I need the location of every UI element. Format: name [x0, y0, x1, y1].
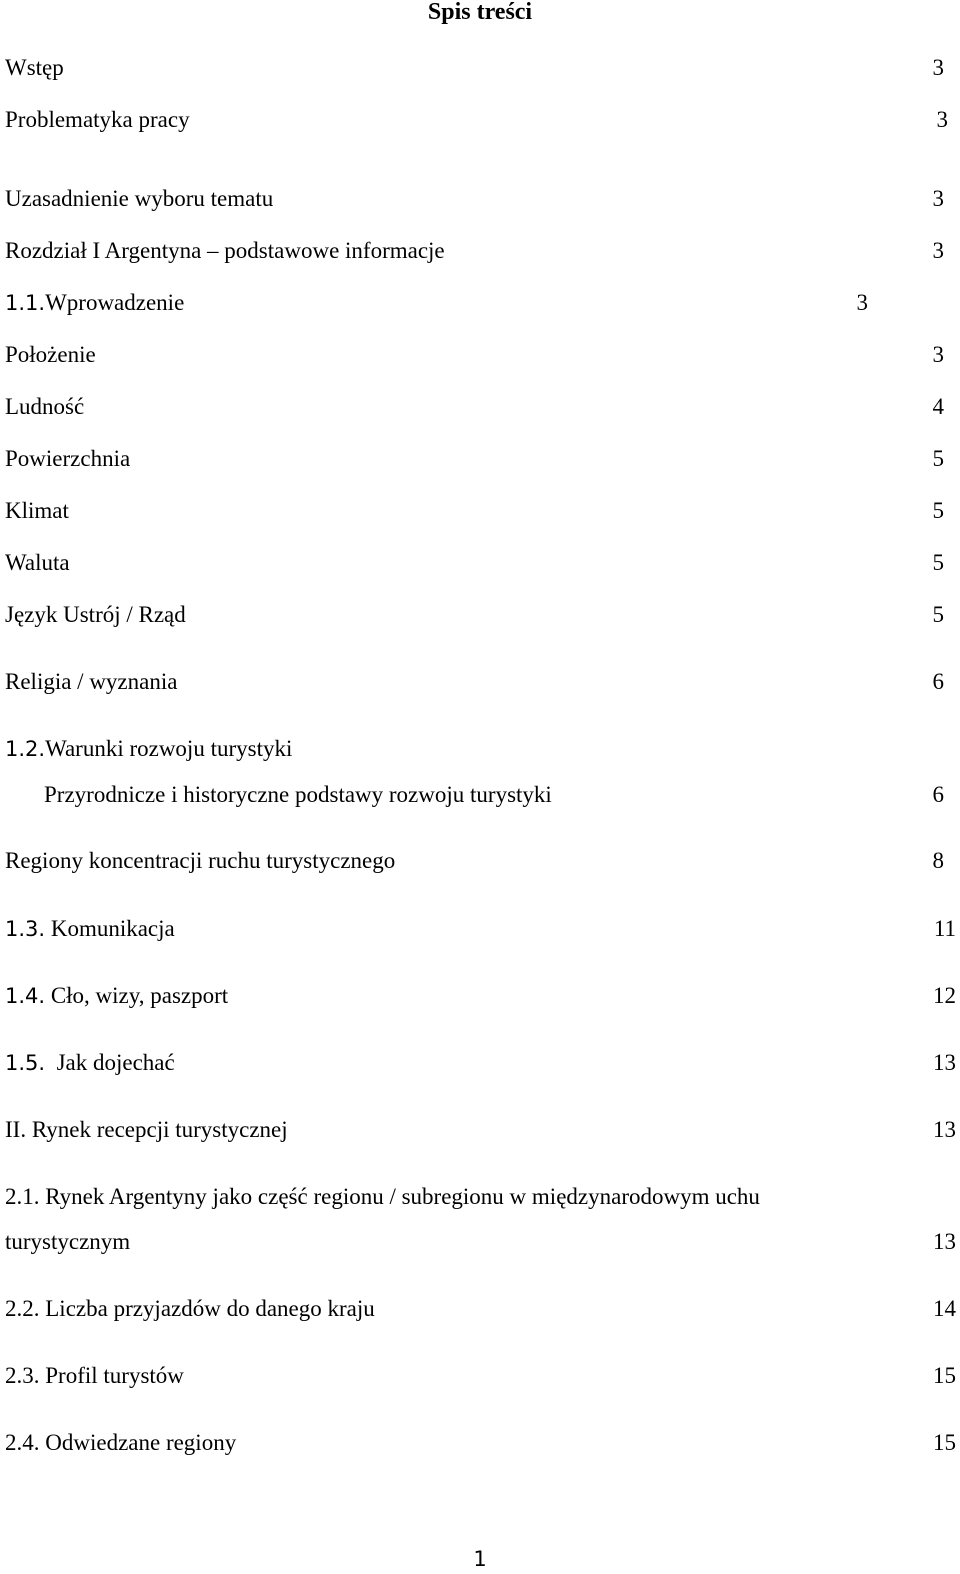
toc-entry-text: Język Ustrój / Rząd: [5, 602, 186, 627]
toc-entry-text: Ludność: [5, 394, 85, 419]
toc-page-number: 5: [932, 446, 944, 471]
toc-entry-text: Wstęp: [5, 55, 64, 80]
toc-page-number: 3: [932, 238, 944, 263]
toc-page-number: 13: [933, 1117, 956, 1142]
toc-entry: [5, 1115, 288, 1145]
toc-page-number: 3: [856, 290, 868, 315]
toc-entry-text: Problematyka pracy: [5, 107, 190, 132]
toc-section-number: 1.1.: [5, 291, 46, 315]
toc-entry: [5, 846, 395, 876]
toc-entry: [5, 734, 292, 764]
toc-entry: [5, 53, 64, 83]
toc-page-number: 3: [936, 107, 948, 132]
toc-page-number: 3: [932, 55, 944, 80]
toc-section-number: 1.2.: [5, 737, 46, 761]
toc-entry-text: Regiony koncentracji ruchu turystycznego: [5, 848, 396, 873]
toc-entry: [5, 105, 190, 135]
toc-entry-text: Przyrodnicze i historyczne podstawy rozwoju turystyki: [44, 782, 552, 807]
toc-entry-text: Wprowadzenie: [45, 290, 185, 315]
toc-entry-text: Klimat: [5, 498, 69, 523]
toc-entry-text: Położenie: [5, 342, 96, 367]
toc-section-number: 1.5.: [5, 1051, 46, 1075]
toc-entry-text: Powierzchnia: [5, 446, 131, 471]
toc-entry: [5, 1361, 184, 1391]
toc-entry: [5, 392, 84, 422]
toc-title: Spis treści: [427, 0, 533, 25]
toc-page-number: 5: [932, 498, 944, 523]
toc-page-number: 5: [932, 550, 944, 575]
toc-entry: [5, 914, 175, 944]
toc-entry: [5, 981, 228, 1011]
page-footer-number: 1: [473, 1547, 487, 1571]
toc-entry: [5, 444, 130, 474]
toc-entry: [5, 1182, 760, 1212]
toc-entry-text: Jak dojechać: [45, 1050, 175, 1075]
toc-entry: [5, 600, 186, 630]
toc-entry-text: II. Rynek recepcji turystycznej: [5, 1117, 288, 1142]
toc-entry-text: 2.4. Odwiedzane regiony: [5, 1430, 237, 1455]
toc-entry: [5, 288, 184, 318]
toc-entry: [5, 236, 445, 266]
toc-entry: [44, 780, 552, 810]
toc-entry: [5, 1227, 130, 1257]
toc-page-number: 15: [933, 1363, 956, 1388]
toc-entry: [5, 496, 69, 526]
toc-entry: [5, 340, 96, 370]
toc-page-number: 11: [933, 916, 956, 941]
toc-page-number: 12: [933, 983, 956, 1008]
toc-entry: [5, 1428, 236, 1458]
toc-entry: [5, 184, 273, 214]
toc-page-number: 6: [932, 669, 944, 694]
toc-page-number: 14: [933, 1296, 956, 1321]
toc-entry: [5, 1294, 375, 1324]
toc-page-number: 5: [932, 602, 944, 627]
toc-entry-text: Waluta: [5, 550, 70, 575]
toc-entry-text: Uzasadnienie wyboru tematu: [5, 186, 274, 211]
toc-entry: [5, 548, 70, 578]
toc-entry-text: turystycznym: [5, 1229, 131, 1254]
toc-page-number: 4: [932, 394, 944, 419]
toc-page-number: 8: [932, 848, 944, 873]
toc-entry: [5, 1048, 175, 1078]
toc-section-number: 1.4.: [5, 984, 46, 1008]
toc-page-number: 15: [933, 1430, 956, 1455]
toc-page-number: 13: [933, 1229, 956, 1254]
toc-entry-text: Cło, wizy, paszport: [45, 983, 229, 1008]
toc-entry-text: Rozdział I Argentyna – podstawowe informacje: [5, 238, 445, 263]
toc-entry-text: 2.1. Rynek Argentyny jako część regionu / subregionu w międzynarodowym uchu: [5, 1184, 760, 1209]
toc-entry-text: 2.2. Liczba przyjazdów do danego kraju: [5, 1296, 375, 1321]
toc-entry-text: Warunki rozwoju turystyki: [45, 736, 293, 761]
toc-entry-text: 2.3. Profil turystów: [5, 1363, 184, 1388]
toc-page-number: 13: [933, 1050, 956, 1075]
toc-page-number: 6: [932, 782, 944, 807]
toc-page-number: 3: [932, 342, 944, 367]
toc-entry-text: Komunikacja: [45, 916, 175, 941]
toc-entry-text: Religia / wyznania: [5, 669, 178, 694]
toc-page-number: 3: [932, 186, 944, 211]
toc-section-number: 1.3.: [5, 917, 46, 941]
toc-entry: [5, 667, 177, 697]
